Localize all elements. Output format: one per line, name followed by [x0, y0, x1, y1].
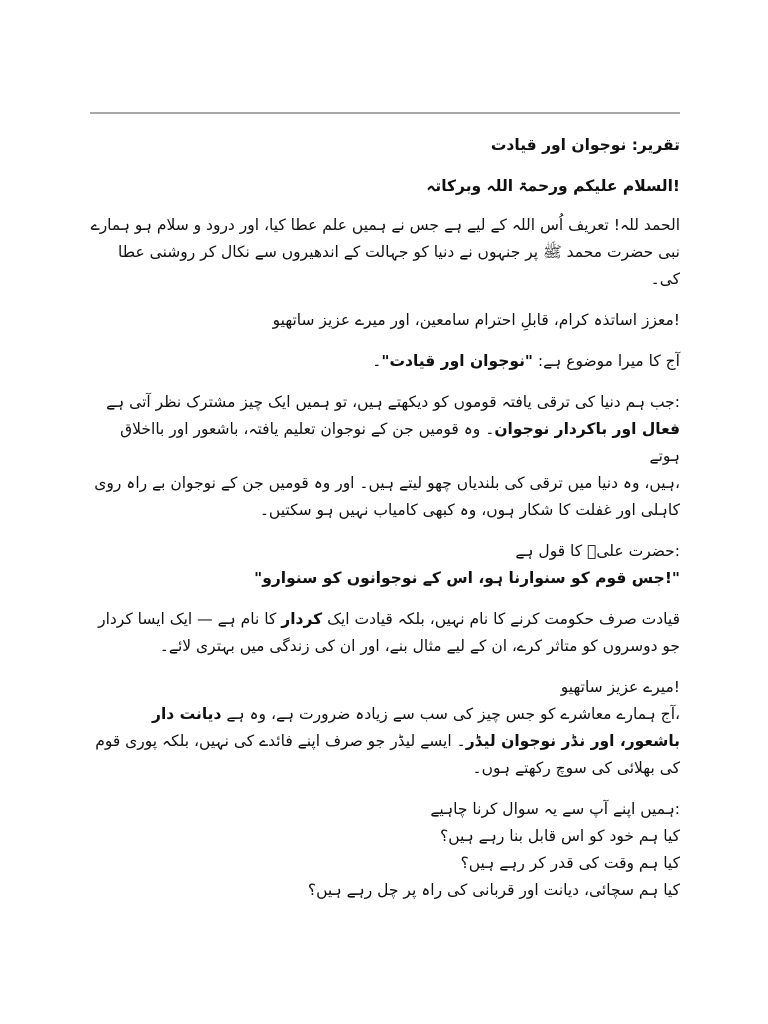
greeting: !السلام علیکم ورحمۃ اللہ وبرکاتہ — [426, 177, 680, 195]
document-body — [90, 132, 680, 918]
document-title: تقریر: نوجوان اور قیادت — [490, 136, 680, 154]
question-item: کیا ہم سچائی، دیانت اور قربانی کی راہ پر چل رہے ہیں؟ — [307, 881, 680, 899]
leadership-paragraph: قیادت صرف حکومت کرنے کا نام نہیں، بلکہ قیادت ایک کردار کا نام ہے — ایک ایسا کردار جو دوسروں کو متاثر کرے، ان کے لیے مثال بنے، اور ان کی زندگی میں بہتری لائے۔ — [98, 610, 680, 655]
question-item: کیا ہم خود کو اس قابل بنا رہے ہیں؟ — [439, 827, 680, 845]
friends-paragraph: !میرے عزیز ساتھیو ،آج ہمارے معاشرے کو جس چیز کی سب سے زیادہ ضرورت ہے، وہ ہے دیانت دار باشعور، اور نڈر نوجوان لیڈر۔ ایسے لیڈر جو صرف اپنے فائدے کی نہیں، بلکہ پوری قوم کی بھلائی کی سوچ رکھتے ہوں۔ — [90, 674, 680, 782]
friends-address: !میرے عزیز ساتھیو — [560, 678, 680, 696]
quote-text: "!جس قوم کو سنوارنا ہو، اس کے نوجوانوں کو سنوارو" — [254, 569, 680, 587]
audience-address: !معزز اساتذہ کرام، قابلِ احترام سامعین، اور میرے عزیز ساتھیو — [272, 311, 680, 329]
document-page — [90, 0, 680, 1024]
intro-line: نبی حضرت محمد ﷺ پر جنہوں نے دنیا کو جہالت کے اندھیروں سے نکال کر روشنی عطا — [118, 243, 680, 261]
topic-line: آج کا میرا موضوع ہے: "نوجوان اور قیادت"۔ — [372, 352, 680, 370]
intro-paragraph — [90, 212, 680, 293]
question-item: کیا ہم وقت کی قدر کر رہے ہیں؟ — [460, 854, 680, 872]
questions-block — [90, 796, 680, 904]
intro-line: الحمد للہ! تعریف اُس اللہ کے لیے ہے جس نے ہمیں علم عطا کیا، اور درود و سلام ہو ہمارے — [90, 216, 680, 234]
questions-intro: :ہمیں اپنے آپ سے یہ سوال کرنا چاہیے — [430, 800, 680, 818]
youth-paragraph: :جب ہم دنیا کی ترقی یافتہ قوموں کو دیکھتے ہیں، تو ہمیں ایک چیز مشترک نظر آتی ہے فعال اور باکردار نوجوان۔ وہ قومیں جن کے نوجوان تعلیم یافتہ، باشعور اور بااخلاق ہوتے ،ہیں، وہ دنیا میں ترقی کی بلندیاں چھو لیتے ہیں۔ اور وہ قومیں جن کے نوجوان بے راہ روی کاہلی اور غفلت کا شکار ہوں، وہ کبھی کامیاب نہیں ہو سکتیں۔ — [94, 393, 680, 519]
quote-intro: :حضرت علیؓ کا قول ہے — [515, 542, 680, 560]
header-divider — [90, 112, 680, 114]
intro-line: کی۔ — [650, 270, 680, 288]
quote-block — [90, 538, 680, 592]
